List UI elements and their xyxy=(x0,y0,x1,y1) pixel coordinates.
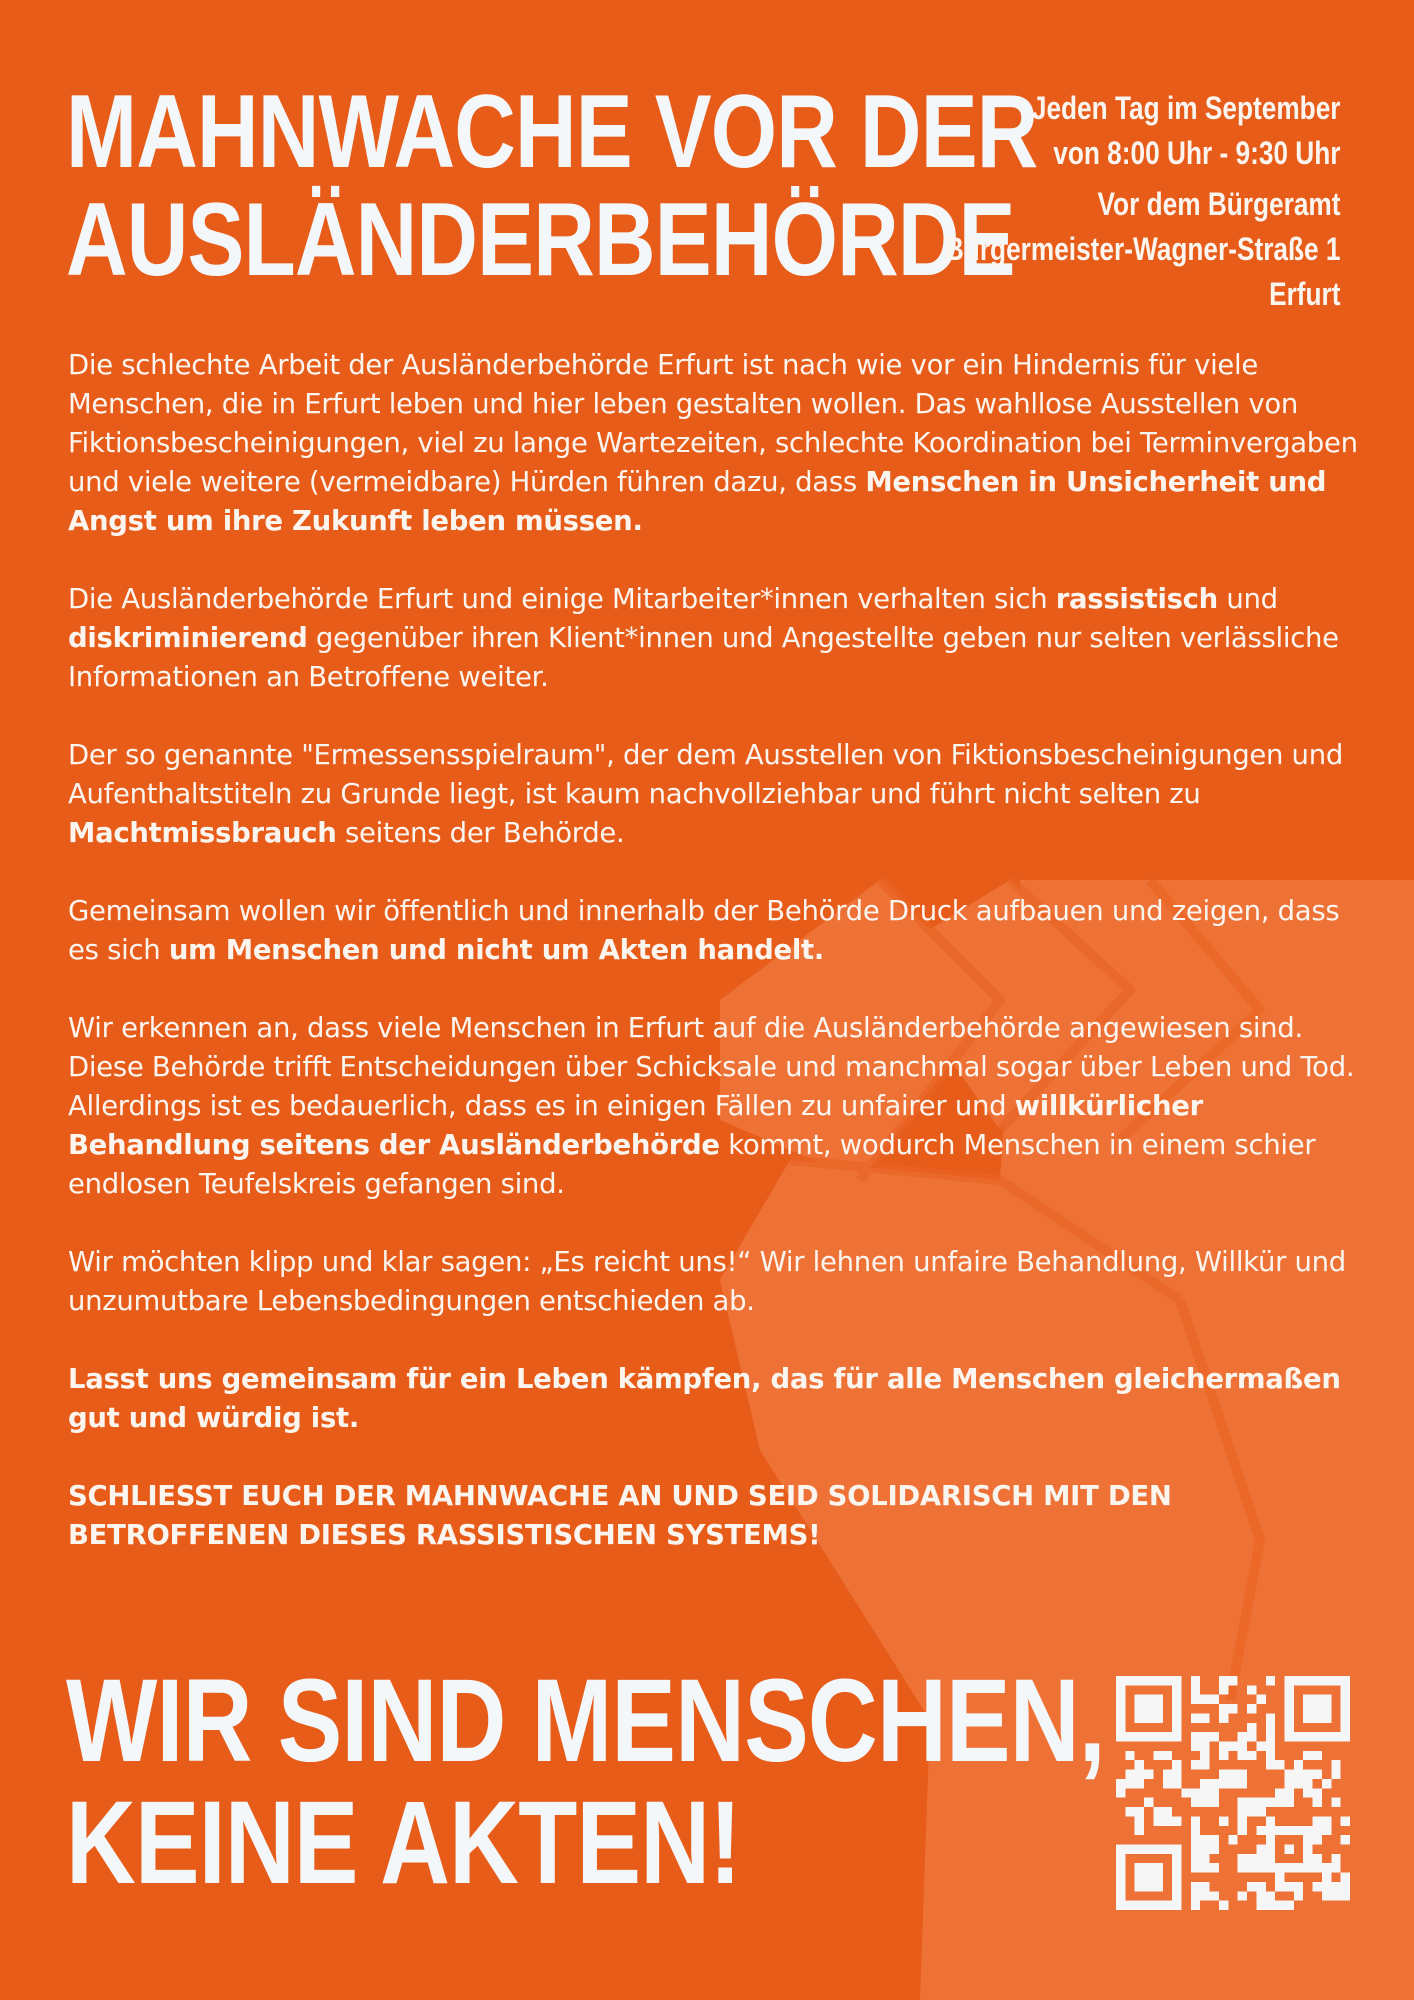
headline xyxy=(66,74,1038,298)
paragraph-4-text: Gemeinsam wollen wir öffentlich und innerhalb der Behörde Druck aufbauen und zeigen, dass es sich xyxy=(68,895,1340,966)
event-address: Bürgermeister-Wagner-Straße 1 xyxy=(944,231,1340,267)
paragraph-7-emphasis: Lasst uns gemeinsam für ein Leben kämpfen, das für alle Menschen gleichermaßen gut und würdig ist. xyxy=(68,1363,1341,1434)
paragraph-1-emphasis: Menschen in Unsicherheit und Angst um ihre Zukunft leben müssen. xyxy=(68,466,1327,537)
paragraph-2-emphasis-2: diskriminierend xyxy=(68,622,308,654)
paragraph-1-text: Die schlechte Arbeit der Ausländerbehörde Erfurt ist nach wie vor ein Hindernis für viele Menschen, die in Erfurt leben und hier leben gestalten wollen. Das wahllose Ausstellen von Fiktionsbescheinigungen, viel zu lange Wartezeiten, schlechte Koordination bei Terminvergaben und viele weitere (vermeidbare) Hürden führen dazu, dass xyxy=(68,349,1358,498)
paragraph-2-text: Die Ausländerbehörde Erfurt und einige Mitarbeiter*innen verhalten sich xyxy=(68,583,1056,615)
call-to-action: SCHLIESST EUCH DER MAHNWACHE AN UND SEID SOLIDARISCH MIT DEN BETROFFENEN DIESES RASSISTISCHEN SYSTEMS! xyxy=(68,1480,1172,1551)
event-time: von 8:00 Uhr - 9:30 Uhr xyxy=(1052,135,1340,171)
paragraph-2-text-3: gegenüber ihren Klient*innen und Angestellte geben nur selten verlässliche Informationen an Betroffene weiter. xyxy=(68,622,1339,693)
paragraph-5 xyxy=(68,1009,1358,1204)
paragraph-5-text: Wir erkennen an, dass viele Menschen in Erfurt auf die Ausländerbehörde angewiesen sind. Diese Behörde trifft Entscheidungen über Schicksale und manchmal sogar über Leben und Tod. Allerdings ist es bedauerlich, dass es in einigen Fällen zu unfairer und xyxy=(68,1012,1355,1122)
paragraph-2-emphasis-1: rassistisch xyxy=(1055,583,1218,615)
paragraph-5-emphasis: willkürlicher Behandlung seitens der Ausländerbehörde xyxy=(68,1090,1203,1161)
paragraph-4 xyxy=(68,892,1358,970)
paragraph-8 xyxy=(68,1477,1358,1555)
paragraph-3-emphasis: Machtmissbrauch xyxy=(68,817,337,849)
event-info xyxy=(944,86,1340,317)
paragraph-1 xyxy=(68,346,1358,541)
paragraph-5-text-2: kommt, wodurch Menschen in einem schier endlosen Teufelskreis gefangen sind. xyxy=(68,1129,1316,1200)
paragraph-3 xyxy=(68,736,1358,853)
paragraph-7 xyxy=(68,1360,1358,1438)
event-date: Jeden Tag im September xyxy=(1031,90,1340,126)
slogan-line-2: KEINE AKTEN! xyxy=(66,1777,741,1909)
event-city: Erfurt xyxy=(1268,276,1340,312)
paragraph-2-text-2: und xyxy=(1217,583,1278,615)
slogan xyxy=(66,1655,1105,1909)
paragraph-6: Wir möchten klipp und klar sagen: „Es reicht uns!“ Wir lehnen unfaire Behandlung, Willkür und unzumutbare Lebensbedingungen entschieden ab. xyxy=(68,1246,1346,1317)
headline-line-2: AUSLÄNDERBEHÖRDE xyxy=(66,182,1015,298)
paragraph-3-text: Der so genannte "Ermessensspielraum", der dem Ausstellen von Fiktionsbescheinigungen und Aufenthaltstiteln zu Grunde liegt, ist kaum nachvollziehbar und führt nicht selten zu xyxy=(68,739,1343,810)
slogan-line-1: WIR SIND MENSCHEN, xyxy=(66,1655,1105,1787)
event-location: Vor dem Bürgeramt xyxy=(1096,186,1340,222)
body-text xyxy=(68,346,1358,1594)
headline-line-1: MAHNWACHE VOR DER xyxy=(66,74,1038,190)
paragraph-3-text-2: seitens der Behörde. xyxy=(336,817,625,849)
paragraph-2 xyxy=(68,580,1358,697)
paragraph-4-emphasis: um Menschen und nicht um Akten handelt. xyxy=(168,934,825,966)
qr-code[interactable] xyxy=(1116,1676,1350,1910)
